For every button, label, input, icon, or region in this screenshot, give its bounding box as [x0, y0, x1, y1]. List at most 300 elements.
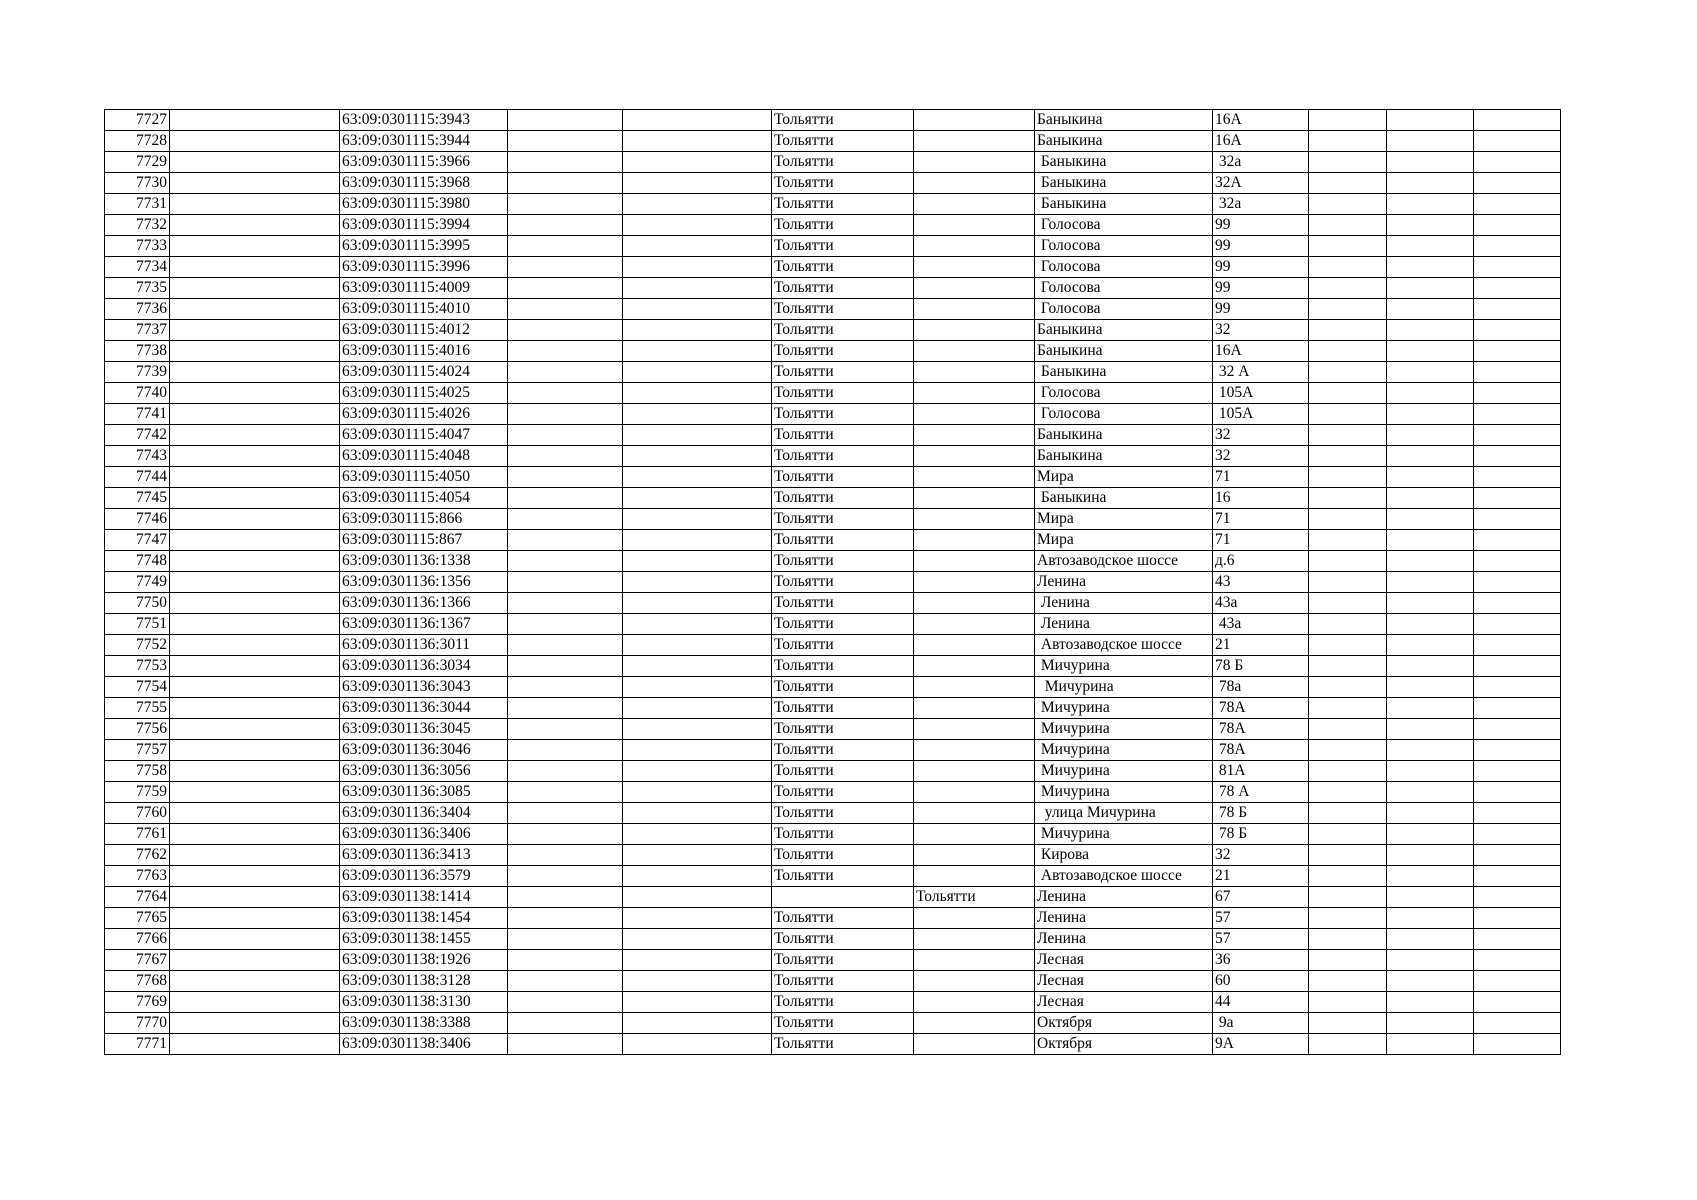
table-cell — [914, 194, 1035, 215]
table-cell — [914, 866, 1035, 887]
table-cell — [508, 572, 623, 593]
table-cell: 63:09:0301115:866 — [340, 509, 508, 530]
table-cell: 63:09:0301115:3996 — [340, 257, 508, 278]
table-cell — [1474, 656, 1561, 677]
table-cell — [1474, 950, 1561, 971]
table-cell: Тольятти — [772, 152, 914, 173]
table-cell: 7759 — [105, 782, 170, 803]
table-cell: 7739 — [105, 362, 170, 383]
table-row — [105, 1034, 1561, 1055]
table-cell — [1387, 110, 1474, 131]
table-cell — [170, 362, 340, 383]
table-cell: Тольятти — [772, 824, 914, 845]
table-row — [105, 572, 1561, 593]
table-row — [105, 992, 1561, 1013]
table-cell — [623, 299, 772, 320]
table-cell — [1474, 1013, 1561, 1034]
table-cell — [1474, 467, 1561, 488]
table-cell — [623, 677, 772, 698]
table-cell — [1309, 131, 1387, 152]
table-cell: 7760 — [105, 803, 170, 824]
table-cell: Тольятти — [772, 530, 914, 551]
table-cell: Тольятти — [914, 887, 1035, 908]
table-cell — [914, 152, 1035, 173]
table-cell: Голосова — [1035, 404, 1213, 425]
table-cell — [1387, 404, 1474, 425]
table-cell: 7749 — [105, 572, 170, 593]
table-cell — [914, 1034, 1035, 1055]
table-cell — [914, 362, 1035, 383]
table-cell: 78 А — [1213, 782, 1309, 803]
table-cell — [170, 656, 340, 677]
table-row — [105, 509, 1561, 530]
table-cell — [914, 803, 1035, 824]
table-cell: Баныкина — [1035, 425, 1213, 446]
table-cell: Баныкина — [1035, 488, 1213, 509]
table-cell — [623, 236, 772, 257]
table-cell: 105А — [1213, 404, 1309, 425]
table-cell: Автозаводское шоссе — [1035, 635, 1213, 656]
table-cell — [508, 803, 623, 824]
table-cell — [1474, 131, 1561, 152]
table-cell — [623, 530, 772, 551]
table-cell: 7743 — [105, 446, 170, 467]
table-cell — [1309, 404, 1387, 425]
table-cell: Баныкина — [1035, 362, 1213, 383]
table-cell: 63:09:0301136:3045 — [340, 719, 508, 740]
table-cell — [170, 236, 340, 257]
table-cell — [914, 929, 1035, 950]
table-cell — [508, 719, 623, 740]
table-cell — [508, 467, 623, 488]
table-cell: 16А — [1213, 110, 1309, 131]
table-cell — [623, 110, 772, 131]
table-cell — [170, 635, 340, 656]
table-cell — [1474, 530, 1561, 551]
table-cell: Мира — [1035, 530, 1213, 551]
table-cell — [623, 278, 772, 299]
table-cell — [1387, 467, 1474, 488]
table-cell — [623, 341, 772, 362]
table-cell: 63:09:0301115:4048 — [340, 446, 508, 467]
table-cell: 7761 — [105, 824, 170, 845]
table-cell: Мичурина — [1035, 782, 1213, 803]
table-cell — [170, 740, 340, 761]
table-cell — [1309, 698, 1387, 719]
table-cell — [623, 257, 772, 278]
table-cell: Лесная — [1035, 950, 1213, 971]
table-cell — [170, 593, 340, 614]
table-cell — [1309, 383, 1387, 404]
table-row — [105, 929, 1561, 950]
table-cell: 7738 — [105, 341, 170, 362]
table-cell — [508, 698, 623, 719]
table-cell — [1387, 299, 1474, 320]
table-cell: 63:09:0301115:4012 — [340, 320, 508, 341]
table-cell — [508, 614, 623, 635]
table-cell: Тольятти — [772, 362, 914, 383]
table-cell — [1309, 950, 1387, 971]
table-cell: Тольятти — [772, 110, 914, 131]
table-cell — [170, 257, 340, 278]
table-cell — [508, 782, 623, 803]
table-cell: Тольятти — [772, 782, 914, 803]
table-cell — [914, 845, 1035, 866]
table-cell: 63:09:0301136:1366 — [340, 593, 508, 614]
table-cell: Баныкина — [1035, 320, 1213, 341]
table-cell — [1309, 593, 1387, 614]
table-row — [105, 215, 1561, 236]
table-cell: 7727 — [105, 110, 170, 131]
table-cell — [914, 992, 1035, 1013]
table-cell — [1387, 593, 1474, 614]
table-cell — [1387, 803, 1474, 824]
table-row — [105, 593, 1561, 614]
table-cell — [1474, 404, 1561, 425]
table-cell — [1474, 803, 1561, 824]
table-cell: Мичурина — [1035, 656, 1213, 677]
table-cell: Тольятти — [772, 215, 914, 236]
table-cell — [1309, 278, 1387, 299]
table-cell — [1387, 824, 1474, 845]
table-cell — [623, 509, 772, 530]
table-cell: Голосова — [1035, 215, 1213, 236]
table-cell — [508, 362, 623, 383]
table-cell — [170, 152, 340, 173]
table-cell: 63:09:0301136:3034 — [340, 656, 508, 677]
table-cell — [914, 446, 1035, 467]
table-cell — [1387, 215, 1474, 236]
table-cell — [1387, 1034, 1474, 1055]
table-cell — [508, 740, 623, 761]
table-cell: 7770 — [105, 1013, 170, 1034]
table-cell — [508, 551, 623, 572]
table-cell: 67 — [1213, 887, 1309, 908]
table-cell — [1387, 362, 1474, 383]
table-cell: 7763 — [105, 866, 170, 887]
table-cell — [914, 488, 1035, 509]
table-cell: Тольятти — [772, 551, 914, 572]
table-row — [105, 677, 1561, 698]
table-cell — [1309, 614, 1387, 635]
table-cell — [623, 551, 772, 572]
table-cell — [914, 509, 1035, 530]
table-cell: 16А — [1213, 341, 1309, 362]
table-cell: 63:09:0301136:3043 — [340, 677, 508, 698]
table-cell — [170, 173, 340, 194]
table-cell — [1309, 341, 1387, 362]
table-cell — [1387, 782, 1474, 803]
table-cell — [623, 173, 772, 194]
table-cell — [623, 740, 772, 761]
table-cell: Тольятти — [772, 488, 914, 509]
table-cell: Тольятти — [772, 929, 914, 950]
table-cell — [1474, 110, 1561, 131]
table-cell: 7737 — [105, 320, 170, 341]
table-row — [105, 341, 1561, 362]
table-cell — [914, 908, 1035, 929]
table-cell — [508, 635, 623, 656]
table-cell: 7741 — [105, 404, 170, 425]
table-cell — [914, 383, 1035, 404]
table-cell — [170, 215, 340, 236]
table-cell — [1474, 299, 1561, 320]
table-cell — [1309, 719, 1387, 740]
table-row — [105, 824, 1561, 845]
table-cell: 7744 — [105, 467, 170, 488]
table-cell: Баныкина — [1035, 446, 1213, 467]
table-row — [105, 488, 1561, 509]
table-cell — [508, 110, 623, 131]
table-cell: Баныкина — [1035, 110, 1213, 131]
table-cell — [623, 908, 772, 929]
table-cell: 36 — [1213, 950, 1309, 971]
table-cell — [508, 1013, 623, 1034]
table-cell — [914, 467, 1035, 488]
table-cell — [1309, 677, 1387, 698]
table-cell: 99 — [1213, 257, 1309, 278]
table-cell — [623, 152, 772, 173]
table-cell — [1474, 425, 1561, 446]
table-cell: Тольятти — [772, 278, 914, 299]
table-cell: Тольятти — [772, 572, 914, 593]
table-cell — [1387, 719, 1474, 740]
table-cell — [623, 614, 772, 635]
table-cell — [1474, 278, 1561, 299]
table-cell — [170, 1034, 340, 1055]
table-cell: 63:09:0301136:3406 — [340, 824, 508, 845]
table-cell — [1387, 383, 1474, 404]
table-cell — [1387, 509, 1474, 530]
table-cell: 7756 — [105, 719, 170, 740]
table-cell — [623, 446, 772, 467]
table-cell — [1474, 383, 1561, 404]
table-cell — [170, 803, 340, 824]
table-cell — [1309, 908, 1387, 929]
table-cell — [1474, 971, 1561, 992]
table-cell: 7733 — [105, 236, 170, 257]
table-cell: 7740 — [105, 383, 170, 404]
table-row — [105, 761, 1561, 782]
table-cell: Тольятти — [772, 677, 914, 698]
table-cell: 63:09:0301115:4010 — [340, 299, 508, 320]
table-cell — [1309, 257, 1387, 278]
table-cell: 63:09:0301136:1367 — [340, 614, 508, 635]
table-cell — [914, 593, 1035, 614]
table-cell: 63:09:0301115:4024 — [340, 362, 508, 383]
table-cell — [914, 131, 1035, 152]
table-cell — [170, 551, 340, 572]
table-cell — [1309, 572, 1387, 593]
table-cell: 32 — [1213, 845, 1309, 866]
table-cell: Тольятти — [772, 656, 914, 677]
table-cell: 7731 — [105, 194, 170, 215]
table-cell — [914, 278, 1035, 299]
table-cell: 7750 — [105, 593, 170, 614]
table-cell: 7753 — [105, 656, 170, 677]
table-cell: 63:09:0301136:1356 — [340, 572, 508, 593]
table-cell — [508, 299, 623, 320]
table-cell — [1309, 530, 1387, 551]
table-cell — [623, 488, 772, 509]
table-cell — [170, 404, 340, 425]
table-cell — [914, 740, 1035, 761]
table-cell — [1387, 173, 1474, 194]
table-cell — [623, 404, 772, 425]
table-cell — [508, 1034, 623, 1055]
table-cell — [623, 656, 772, 677]
table-cell: 78 Б — [1213, 824, 1309, 845]
table-cell — [1387, 740, 1474, 761]
table-cell: Тольятти — [772, 845, 914, 866]
table-row — [105, 782, 1561, 803]
table-cell — [508, 971, 623, 992]
table-cell: 7735 — [105, 278, 170, 299]
table-cell: улица Мичурина — [1035, 803, 1213, 824]
table-cell: Октября — [1035, 1013, 1213, 1034]
table-cell: 43а — [1213, 614, 1309, 635]
table-cell — [170, 488, 340, 509]
table-cell — [1474, 152, 1561, 173]
table-cell: Лесная — [1035, 971, 1213, 992]
table-cell — [1309, 929, 1387, 950]
table-cell: 63:09:0301138:3130 — [340, 992, 508, 1013]
table-cell — [508, 257, 623, 278]
table-cell — [1474, 593, 1561, 614]
table-cell: Тольятти — [772, 467, 914, 488]
table-cell: 99 — [1213, 299, 1309, 320]
table-cell — [170, 467, 340, 488]
table-cell — [1309, 1013, 1387, 1034]
table-cell: 7767 — [105, 950, 170, 971]
table-cell: Тольятти — [772, 761, 914, 782]
table-cell — [623, 194, 772, 215]
table-cell: 78а — [1213, 677, 1309, 698]
table-cell — [1309, 236, 1387, 257]
table-cell — [623, 1034, 772, 1055]
table-cell — [170, 194, 340, 215]
table-cell: 63:09:0301138:1926 — [340, 950, 508, 971]
table-cell: Баныкина — [1035, 131, 1213, 152]
table-cell — [1309, 194, 1387, 215]
table-cell — [1309, 551, 1387, 572]
table-cell: 7736 — [105, 299, 170, 320]
table-cell — [508, 929, 623, 950]
table-cell: 63:09:0301115:3968 — [340, 173, 508, 194]
table-cell: 7752 — [105, 635, 170, 656]
table-cell: 99 — [1213, 236, 1309, 257]
table-cell — [914, 572, 1035, 593]
table-row — [105, 236, 1561, 257]
table-cell: 63:09:0301115:3980 — [340, 194, 508, 215]
table-cell — [1474, 866, 1561, 887]
table-cell — [914, 761, 1035, 782]
table-cell — [508, 152, 623, 173]
table-row — [105, 425, 1561, 446]
table-cell — [623, 593, 772, 614]
table-cell — [170, 446, 340, 467]
table-cell — [914, 824, 1035, 845]
table-cell: 43 — [1213, 572, 1309, 593]
table-row — [105, 152, 1561, 173]
table-cell — [623, 383, 772, 404]
table-cell — [623, 992, 772, 1013]
table-cell — [1387, 992, 1474, 1013]
table-cell — [508, 656, 623, 677]
table-cell — [170, 761, 340, 782]
table-cell: Мичурина — [1035, 761, 1213, 782]
table-cell — [914, 950, 1035, 971]
table-cell — [1474, 173, 1561, 194]
table-cell — [914, 551, 1035, 572]
table-cell — [623, 362, 772, 383]
table-cell: 21 — [1213, 866, 1309, 887]
table-cell — [1474, 341, 1561, 362]
table-cell — [623, 635, 772, 656]
table-cell: 7762 — [105, 845, 170, 866]
table-cell: 7734 — [105, 257, 170, 278]
table-cell: Тольятти — [772, 950, 914, 971]
table-cell — [1387, 950, 1474, 971]
table-cell — [772, 887, 914, 908]
table-cell — [170, 824, 340, 845]
table-cell — [1387, 866, 1474, 887]
table-cell — [623, 425, 772, 446]
table-cell — [1474, 551, 1561, 572]
table-cell — [1474, 194, 1561, 215]
table-cell — [170, 572, 340, 593]
table-cell — [170, 341, 340, 362]
table-cell — [1387, 152, 1474, 173]
table-cell — [1387, 551, 1474, 572]
table-row — [105, 194, 1561, 215]
table-cell — [914, 635, 1035, 656]
table-cell — [508, 383, 623, 404]
table-cell: 32 — [1213, 425, 1309, 446]
table-cell — [170, 887, 340, 908]
table-cell — [914, 404, 1035, 425]
table-cell: 44 — [1213, 992, 1309, 1013]
table-cell: 99 — [1213, 215, 1309, 236]
table-cell: Тольятти — [772, 320, 914, 341]
table-row — [105, 299, 1561, 320]
table-cell: Тольятти — [772, 908, 914, 929]
table-cell — [1309, 320, 1387, 341]
table-cell: Кирова — [1035, 845, 1213, 866]
table-cell — [1474, 215, 1561, 236]
table-cell — [508, 425, 623, 446]
table-cell: 63:09:0301115:4016 — [340, 341, 508, 362]
table-cell: Лесная — [1035, 992, 1213, 1013]
table-cell — [914, 173, 1035, 194]
table-cell: 7757 — [105, 740, 170, 761]
table-cell — [170, 425, 340, 446]
table-cell: 9а — [1213, 1013, 1309, 1034]
table-cell — [170, 992, 340, 1013]
table-cell: 63:09:0301136:3046 — [340, 740, 508, 761]
table-cell — [508, 761, 623, 782]
table-cell — [1309, 803, 1387, 824]
table-cell: Тольятти — [772, 614, 914, 635]
table-cell — [508, 404, 623, 425]
table-cell — [170, 782, 340, 803]
table-cell — [508, 341, 623, 362]
table-cell — [914, 257, 1035, 278]
table-cell — [1474, 488, 1561, 509]
table-cell — [623, 131, 772, 152]
table-cell: Тольятти — [772, 971, 914, 992]
table-cell: 78 Б — [1213, 656, 1309, 677]
